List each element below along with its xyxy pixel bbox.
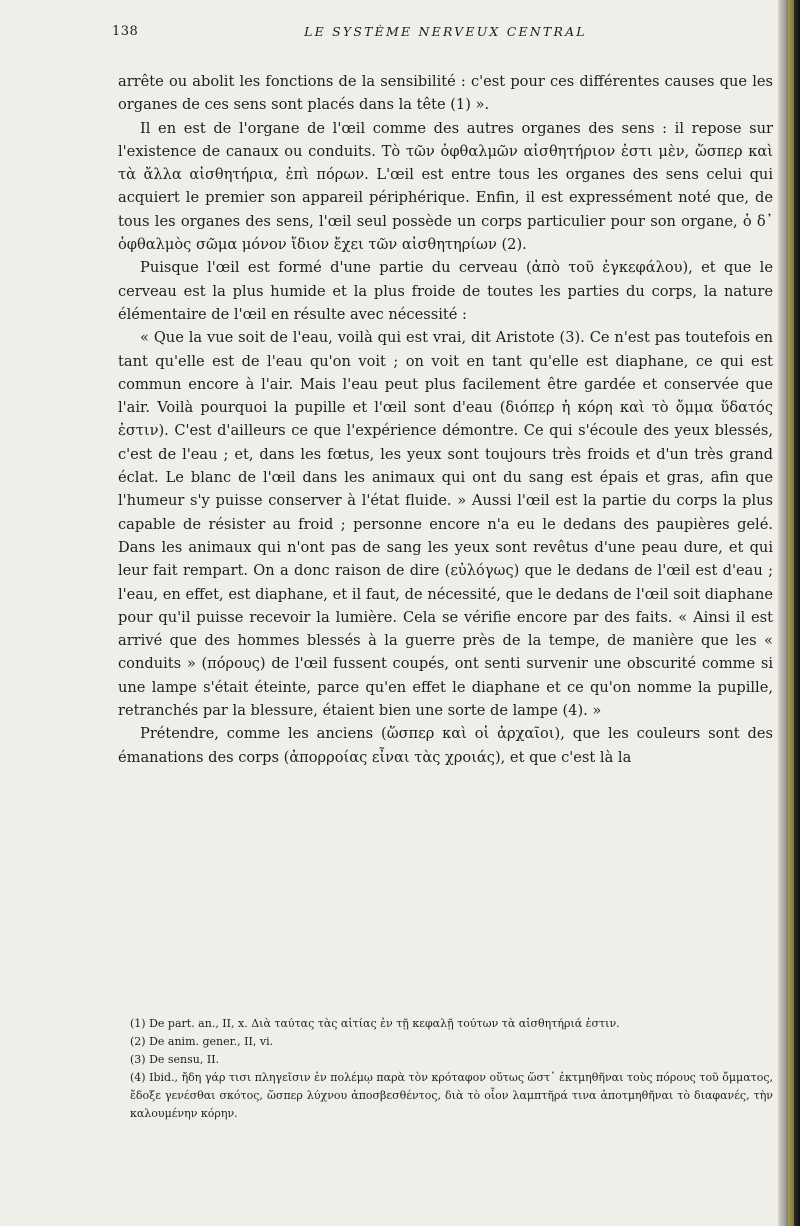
footnotes: [118, 1015, 773, 1123]
paragraph: Prétendre, comme les anciens (ὥσπερ καὶ οἱ ἀρχαῖοι), que les couleurs sont des émanations des corps (ἀπορροίας εἶναι τὰς χροιάς), et que c'est là la: [118, 725, 773, 766]
paragraph: Puisque l'œil est formé d'une partie du cerveau (ἀπὸ τοῦ ἐγκεφάλου), et que le cerveau est la plus humide et la plus froide de toutes les parties du corps, la nature élémentaire de l'œil en résulte avec nécessité :: [118, 259, 773, 323]
footnote: (3) De sensu, II.: [130, 1053, 220, 1066]
book-page: [112, 22, 773, 769]
footnote: (4) Ibid., ἤδη γάρ τισι πληγεῖσιν ἐν πολέμῳ παρὰ τὸν κρόταφον οὕτως ὥστ᾽ ἐκτμηθῆναι τοὺς πόρους τοῦ ὄμματος, ἔδοξε γενέσθαι σκότος, ὥσπερ λύχνου ἀποσβεσθέντος, διὰ τὸ οἷον λαμπτῆρά τινα ἀποτμηθῆναι τὸ διαφανές, τὴν καλουμένην κόρην.: [130, 1071, 773, 1120]
running-header: [112, 22, 773, 48]
page-edge-tint: [788, 0, 794, 1226]
paragraph: Il en est de l'organe de l'œil comme des autres organes des sens : il repose sur l'existence de canaux ou conduits. Τὸ τῶν ὀφθαλμῶν αἰσθητήριον ἐστι μὲν, ὥσπερ καὶ τὰ ἄλλα αἰσθητήρια, ἐπὶ πόρων. L'œil est entre tous les organes des sens celui qui acquiert le premier son appareil périphérique. Enfin, il est expressément noté que, de tous les organes des sens, l'œil seul possède un corps particulier pour son organe, ὁ δ᾽ ὀφθαλμὸς σῶμα μόνον ἴδιον ἔχει τῶν αἰσθητηρίων (2).: [118, 119, 773, 254]
footnote: (2) De anim. gener., II, vi.: [130, 1035, 274, 1048]
paragraph: « Que la vue soit de l'eau, voilà qui est vrai, dit Aristote (3). Ce n'est pas toutefois en tant qu'elle est de l'eau qu'on voit ; on voit en tant qu'elle est diaphane, ce qui est commun encore à l'air. Mais l'eau peut plus facilement être gardée et conservée que l'air. Voilà pourquoi la pupille et l'œil sont d'eau (διόπερ ἡ κόρη καὶ τὸ ὄμμα ὕδατός ἐστιν). C'est d'ailleurs ce que l'expérience démontre. Ce qui s'écoule des yeux blessés, c'est de l'eau ; et, dans les fœtus, les yeux sont toujours très froids et d'un très grand éclat. Le blanc de l'œil dans les animaux qui ont du sang est épais et gras, afin que l'humeur s'y puisse conserver à l'état fluide. » Aussi l'œil est la partie du corps la plus capable de résister au froid ; personne encore n'a eu le dedans des paupières gelé. Dans les animaux qui n'ont pas de sang les yeux sont revêtus d'une peau dure, et qui leur fait rempart. On a donc raison de dire (εὐλόγως) que le dedans de l'œil est d'eau ; l'eau, en effet, est diaphane, et il faut, de nécessité, que le dedans de l'œil soit diaphane pour qu'il puisse recevoir la lumière. Cela se vérifie encore par des faits. « Ainsi il est arrivé que des hommes blessés à la guerre près de la tempe, de manière que les « conduits » (πόρους) de l'œil fussent coupés, ont senti survenir une obscurité comme si une lampe s'était éteinte, parce qu'en effet le diaphane et ce qu'on nomme la pupille, retranchés par la blessure, étaient bien une sorte de lampe (4). »: [118, 329, 773, 720]
header-title: LE SYSTÈME NERVEUX CENTRAL: [304, 24, 587, 39]
page-number: 138: [112, 24, 139, 39]
paragraph: arrête ou abolit les fonctions de la sensibilité : c'est pour ces différentes causes que les organes de ces sens sont placés dans la tête (1) ».: [118, 73, 773, 114]
body-text: [118, 70, 773, 769]
footnote: (1) De part. an., II, x. Διὰ ταύτας τὰς αἰτίας ἐν τῇ κεφαλῇ τούτων τὰ αἰσθητήριά ἐστιν.: [130, 1017, 620, 1030]
